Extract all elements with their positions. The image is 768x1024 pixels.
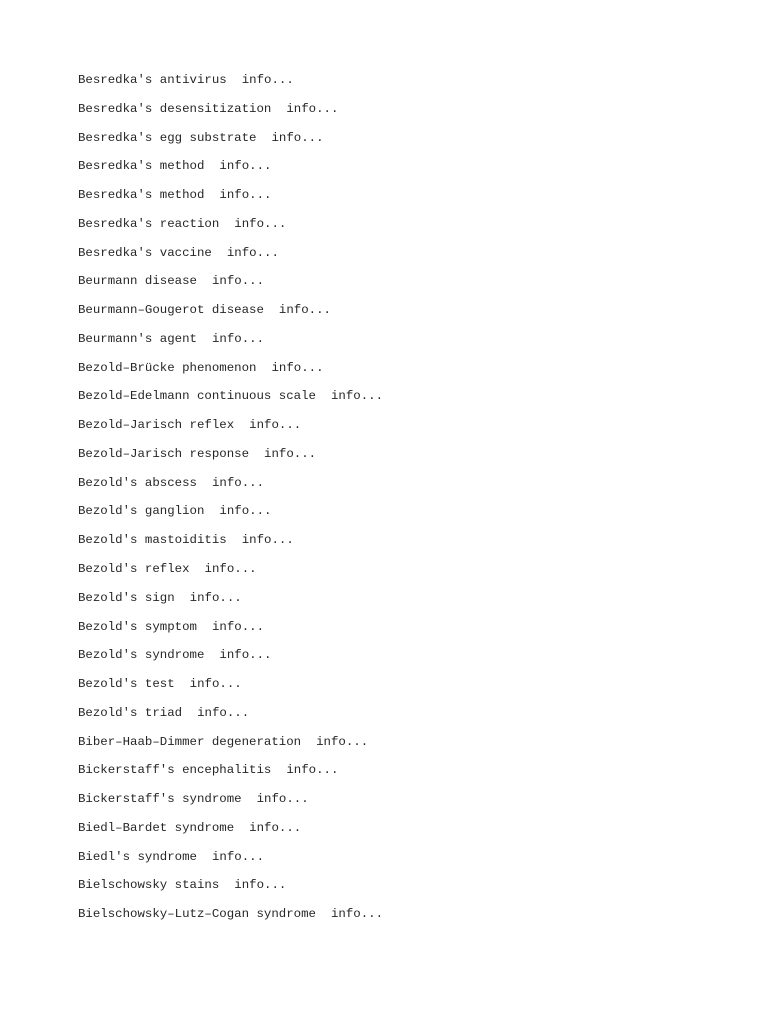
info-link[interactable]: info... — [219, 188, 272, 203]
list-item — [78, 530, 718, 559]
list-item — [78, 70, 718, 99]
list-item — [78, 415, 718, 444]
list-item — [78, 156, 718, 185]
info-link[interactable]: info... — [226, 245, 279, 260]
list-item — [78, 703, 718, 732]
list-item — [78, 818, 718, 847]
info-link[interactable]: info... — [330, 907, 384, 922]
term-text: Beurmann disease — [78, 274, 197, 289]
info-link[interactable]: info... — [234, 216, 287, 231]
info-link[interactable]: info... — [204, 562, 257, 577]
info-link[interactable]: info... — [189, 590, 242, 605]
info-link[interactable]: info... — [278, 303, 331, 318]
term-text: Biedl–Bardet syndrome — [78, 820, 235, 835]
list-item — [78, 617, 718, 646]
info-link[interactable]: info... — [219, 648, 272, 663]
term-text: Besredka's egg substrate — [78, 130, 257, 145]
list-item — [78, 645, 718, 674]
term-text: Bezold–Jarisch reflex — [78, 418, 235, 433]
term-text: Bielschowsky–Lutz–Cogan syndrome — [78, 907, 316, 922]
list-item — [78, 847, 718, 876]
eponym-list — [78, 70, 718, 933]
list-item — [78, 473, 718, 502]
term-text: Beurmann–Gougerot disease — [78, 303, 264, 318]
term-text: Biedl's syndrome — [78, 849, 197, 864]
term-text: Biber–Haab–Dimmer degeneration — [78, 734, 302, 749]
info-link[interactable]: info... — [330, 389, 384, 404]
info-link[interactable]: info... — [286, 101, 339, 116]
list-item — [78, 271, 718, 300]
term-text: Bezold's sign — [78, 590, 175, 605]
term-text: Bezold–Brücke phenomenon — [78, 360, 257, 375]
list-item — [78, 559, 718, 588]
term-text: Bezold's test — [78, 677, 175, 692]
term-text: Bezold's symptom — [78, 619, 197, 634]
term-text: Besredka's reaction — [78, 216, 220, 231]
info-link[interactable]: info... — [271, 360, 324, 375]
list-item — [78, 588, 718, 617]
info-link[interactable]: info... — [219, 159, 272, 174]
info-link[interactable]: info... — [241, 73, 294, 87]
info-link[interactable]: info... — [286, 763, 339, 778]
info-link[interactable]: info... — [197, 705, 250, 720]
info-link[interactable]: info... — [316, 734, 369, 749]
list-item — [78, 329, 718, 358]
term-text: Bezold's triad — [78, 705, 183, 720]
list-item — [78, 300, 718, 329]
term-text: Bezold–Edelmann continuous scale — [78, 389, 316, 404]
term-text: Bezold's abscess — [78, 475, 197, 490]
info-link[interactable]: info... — [211, 849, 265, 864]
info-link[interactable]: info... — [249, 418, 302, 433]
term-text: Bickerstaff's syndrome — [78, 792, 242, 807]
list-item — [78, 760, 718, 789]
info-link[interactable]: info... — [256, 792, 309, 807]
info-link[interactable]: info... — [264, 446, 317, 461]
term-text: Besredka's desensitization — [78, 101, 272, 116]
info-link[interactable]: info... — [249, 820, 302, 835]
info-link[interactable]: info... — [271, 130, 324, 145]
list-item — [78, 185, 718, 214]
list-item — [78, 501, 718, 530]
info-link[interactable]: info... — [211, 475, 265, 490]
info-link[interactable]: info... — [211, 274, 265, 289]
list-item — [78, 99, 718, 128]
term-text: Bielschowsky stains — [78, 878, 220, 893]
list-item — [78, 732, 718, 761]
term-text: Besredka's antivirus — [78, 73, 227, 87]
info-link[interactable]: info... — [241, 533, 294, 548]
info-link[interactable]: info... — [211, 619, 265, 634]
info-link[interactable]: info... — [189, 677, 242, 692]
list-item — [78, 128, 718, 157]
list-item — [78, 904, 718, 933]
term-text: Bickerstaff's encephalitis — [78, 763, 272, 778]
list-item — [78, 444, 718, 473]
term-text: Bezold's reflex — [78, 562, 190, 577]
info-link[interactable]: info... — [219, 504, 272, 519]
info-link[interactable]: info... — [234, 878, 287, 893]
term-text: Besredka's method — [78, 159, 205, 174]
list-item — [78, 386, 718, 415]
term-text: Bezold's syndrome — [78, 648, 205, 663]
term-text: Beurmann's agent — [78, 331, 197, 346]
list-item — [78, 875, 718, 904]
list-item — [78, 243, 718, 272]
term-text: Bezold's ganglion — [78, 504, 205, 519]
list-item — [78, 789, 718, 818]
info-link[interactable]: info... — [211, 331, 265, 346]
list-item — [78, 214, 718, 243]
list-item — [78, 358, 718, 387]
term-text: Bezold–Jarisch response — [78, 446, 250, 461]
list-item — [78, 674, 718, 703]
term-text: Bezold's mastoiditis — [78, 533, 227, 548]
term-text: Besredka's vaccine — [78, 245, 212, 260]
term-text: Besredka's method — [78, 188, 205, 203]
